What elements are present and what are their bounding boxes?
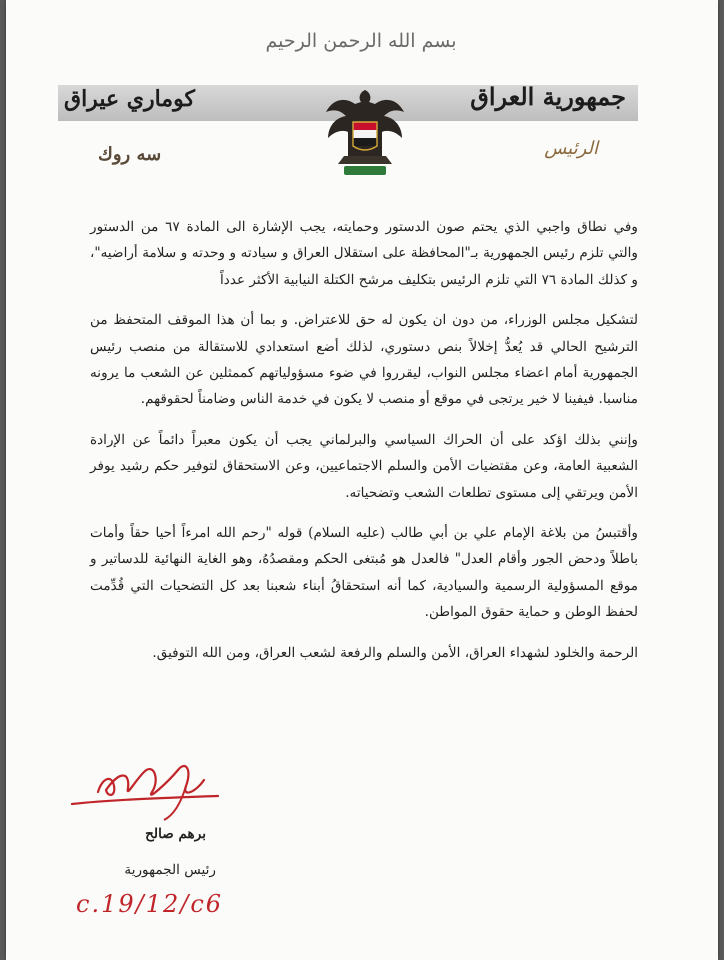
paragraph-3: وإنني بذلك اؤكد على أن الحراك السياسي والبرلماني يجب أن يكون معبراً دائماً عن الإرادة الشعبية العامة، وعن مقتضيات الأمن والسلم الاجتماعيين، وعن الاستحقاق لتوفير حكم رشيد يوفر الأمن ويرتقي إلى مستوى تطلعات الشعب وتضحياته.	[90, 431, 638, 501]
handwritten-signature	[68, 752, 236, 822]
letter-page	[6, 0, 718, 960]
handwritten-date: c.19/12/c6	[76, 890, 224, 918]
paragraph-2: لتشكيل مجلس الوزراء، من دون ان يكون له حق للاعتراض. و بما أن هذا الموقف المتحفظ من الترشيح الحالي قد يُعدُّ إخلالاً بنص دستوري، لذلك أضع استعدادي للاستقالة من منصب رئيس الجمهورية أمام اعضاء مجلس النواب، ليقرروا في ضوء مسؤولياتهم كممثلين عن الشعب ما يرونه مناسبا. فيفينا لا خير يرتجى في موقع أو منصب لا يكون في خدمة الناس وضامناً لحقوقهم.	[90, 312, 638, 408]
signer-title: رئيس الجمهورية	[124, 862, 216, 878]
paragraph-5: الرحمة والخلود لشهداء العراق، الأمن والسلم والرفعة لشعب العراق، ومن الله التوفيق.	[152, 644, 638, 661]
letterhead-subtitle-kurdish: سه روك	[98, 144, 162, 165]
letterhead-subtitle-arabic: الرئيس	[544, 138, 598, 159]
letter-body	[90, 214, 638, 680]
letterhead-title-arabic: جمهورية العراق	[470, 82, 626, 111]
eagle-emblem-icon	[322, 86, 408, 182]
paragraph-4: وأقتبسُ من بلاغة الإمام علي بن أبي طالب (عليه السلام) قوله "رحم الله امرءاً أحيا حقاً وأمات باطلاً ودحض الجور وأقام العدل" فالعدل هو مُبتغى الحكم ومقصدُهُ، وهو الغاية النهائية للدساتير و موقع المسؤولية الرسمية والسيادية، كما أنه استحقاقُ أبناء شعبنا بعد كل التضحيات التي قُدِّمت لحفظ الوطن و حماية حقوق المواطن.	[90, 525, 638, 621]
paragraph-1: وفي نطاق واجبي الذي يحتم صون الدستور وحمايته، يجب الإشارة الى المادة ٦٧ من الدستور والتي تلزم رئيس الجمهورية بـ"المحافظة على استقلال العراق و سيادته و وحدته و سلامة أراضيه"، و كذلك المادة ٧٦ التي تلزم الرئيس بتكليف مرشح الكتلة النيابية الأكثر عدداً	[90, 219, 638, 288]
signer-name: برهم صالح	[145, 826, 206, 842]
basmala-calligraphy: بسم الله الرحمن الرحيم	[265, 30, 457, 52]
letterhead-title-kurdish: كوماري عيراق	[64, 86, 195, 112]
